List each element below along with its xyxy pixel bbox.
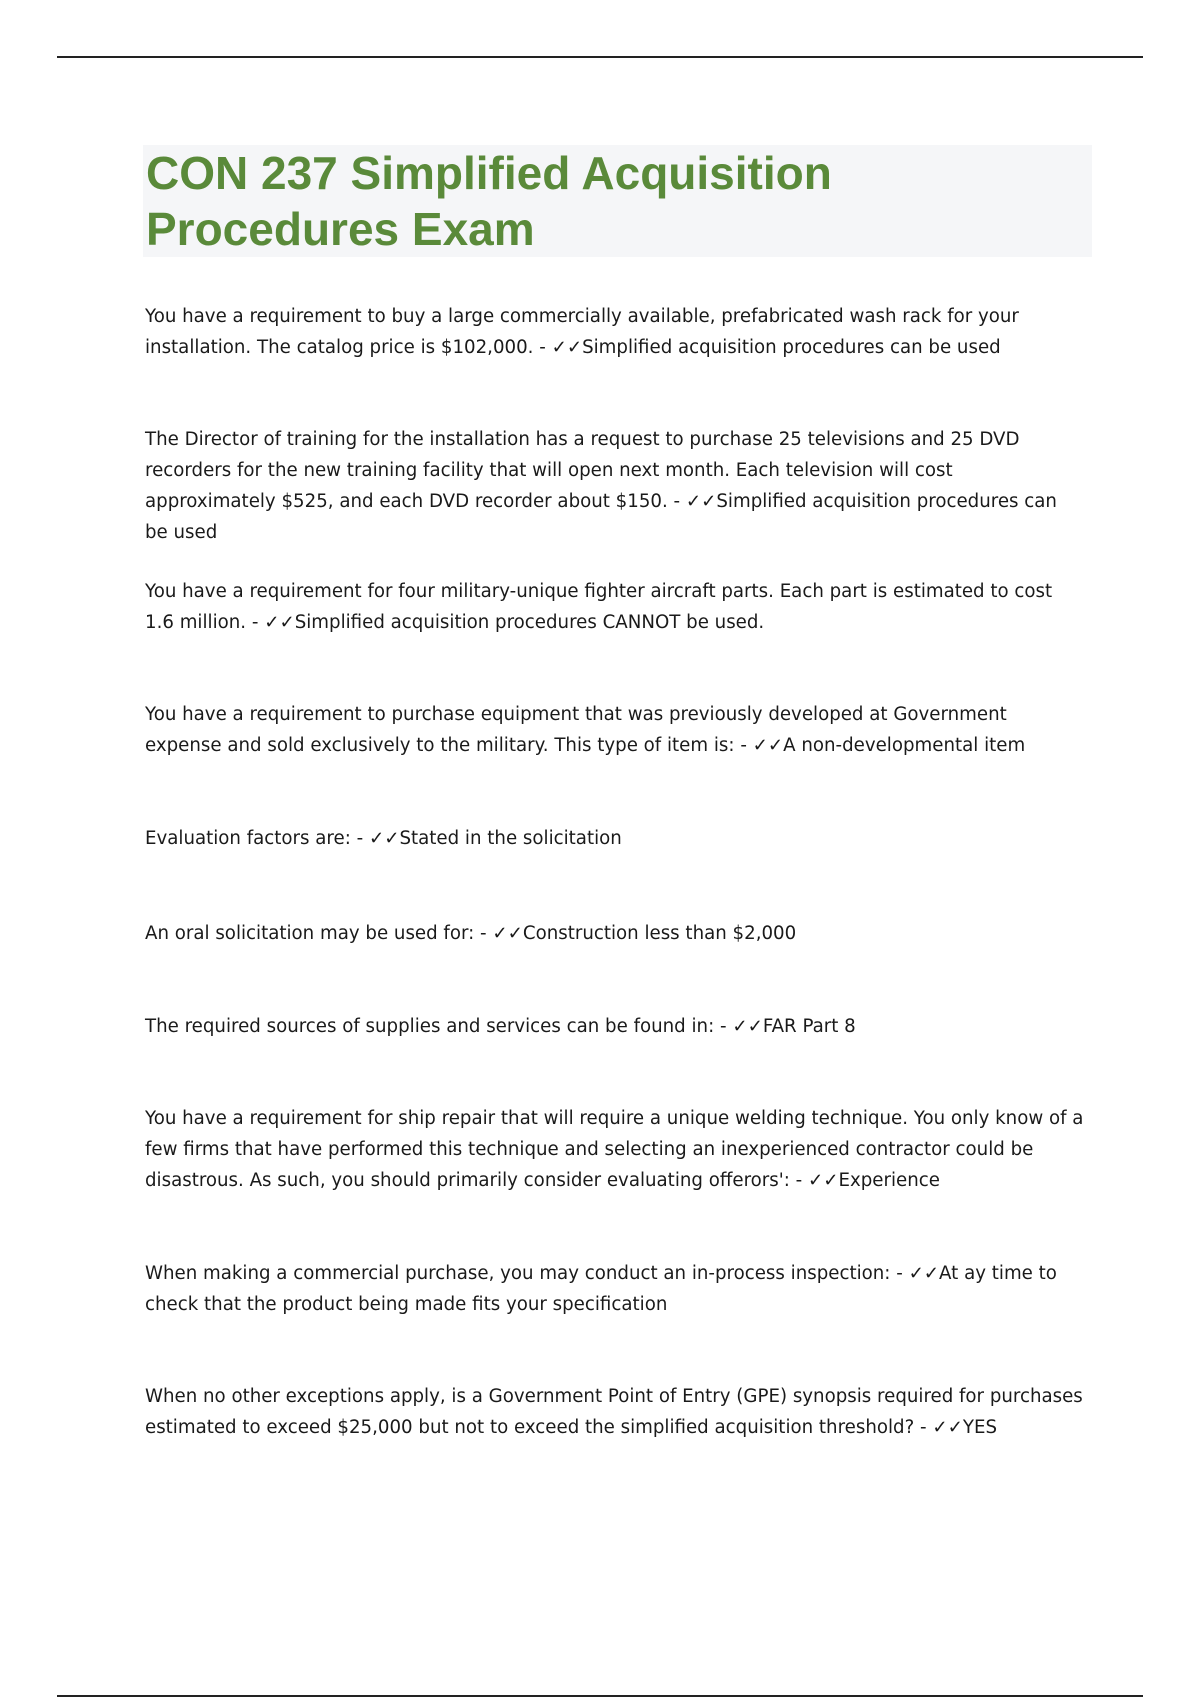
title-line-2: Procedures Exam <box>146 203 535 255</box>
question-text: The Director of training for the installation has a request to purchase 25 televisions and 25 DVD recorders for the new training facility that will open next month. Each television will cost approximately $525, and each DVD recorder about $150. <box>145 429 1020 512</box>
qa-item-10 <box>145 1381 1085 1443</box>
title-block <box>143 145 1092 257</box>
question-text: Evaluation factors are: <box>145 828 351 849</box>
double-check-icon: ✓✓ <box>752 735 784 756</box>
qa-item-8 <box>145 1103 1085 1196</box>
document-title <box>143 145 1092 257</box>
qa-item-6 <box>145 918 1085 949</box>
question-text: You have a requirement to purchase equipment that was previously developed at Government expense and sold exclusively to the military. This type of item is: <box>145 704 1007 756</box>
double-check-icon: ✓✓ <box>908 1263 940 1284</box>
double-check-icon: ✓✓ <box>932 1417 963 1438</box>
answer-text: Simplified acquisition procedures CANNOT be used. <box>294 612 765 633</box>
separator: - <box>914 1417 933 1438</box>
answer-text: YES <box>962 1417 998 1438</box>
answer-text: FAR Part 8 <box>762 1016 856 1037</box>
question-text: When making a commercial purchase, you may conduct an in-process inspection: <box>145 1263 891 1284</box>
double-check-icon: ✓✓ <box>551 337 583 358</box>
answer-text: Experience <box>838 1170 940 1191</box>
question-text: An oral solicitation may be used for: <box>145 923 475 944</box>
double-check-icon: ✓✓ <box>685 491 717 512</box>
separator: - <box>350 828 369 849</box>
question-text: The required sources of supplies and services can be found in: <box>145 1016 715 1037</box>
separator: - <box>890 1263 909 1284</box>
qa-item-2 <box>145 424 1085 548</box>
answer-text: Simplified acquisition procedures can be used <box>145 491 1057 543</box>
qa-item-3 <box>145 576 1085 638</box>
answer-text: A non-developmental item <box>783 735 1026 756</box>
double-check-icon: ✓✓ <box>492 923 523 944</box>
question-text: You have a requirement for ship repair that will require a unique welding technique. You only know of a few firms that have performed this technique and selecting an inexperienced contractor could be disastrous. As such, you should primarily consider evaluating offerors': <box>145 1108 1084 1191</box>
qa-item-7 <box>145 1011 1085 1042</box>
double-check-icon: ✓✓ <box>808 1170 839 1191</box>
question-text: When no other exceptions apply, is a Government Point of Entry (GPE) synopsis required for purchases estimated to exceed $25,000 but not to exceed the simplified acquisition threshold? <box>145 1386 1083 1438</box>
separator: - <box>667 491 686 512</box>
question-text: You have a requirement to buy a large commercially available, prefabricated wash rack for your installation. The catalog price is $102,000. <box>145 306 1019 358</box>
separator: - <box>734 735 753 756</box>
qa-item-5 <box>145 823 1085 854</box>
qa-item-1 <box>145 301 1085 363</box>
separator: - <box>533 337 552 358</box>
footer-rule <box>57 1695 1143 1697</box>
separator: - <box>474 923 493 944</box>
answer-text: Construction less than $2,000 <box>522 923 797 944</box>
double-check-icon: ✓✓ <box>368 828 400 849</box>
double-check-icon: ✓✓ <box>264 612 295 633</box>
separator: - <box>714 1016 733 1037</box>
qa-item-9 <box>145 1258 1085 1320</box>
answer-text: Simplified acquisition procedures can be used <box>582 337 1001 358</box>
answer-text: Stated in the solicitation <box>399 828 622 849</box>
answer-text: At ay time to check that the product being made fits your specification <box>145 1263 1057 1315</box>
title-line-1: CON 237 Simplified Acquisition <box>146 147 832 199</box>
double-check-icon: ✓✓ <box>732 1016 763 1037</box>
question-text: You have a requirement for four military-unique fighter aircraft parts. Each part is estimated to cost 1.6 million. <box>145 581 1053 633</box>
qa-item-4 <box>145 699 1085 761</box>
separator: - <box>246 612 265 633</box>
header-rule <box>57 56 1143 58</box>
separator: - <box>789 1170 808 1191</box>
